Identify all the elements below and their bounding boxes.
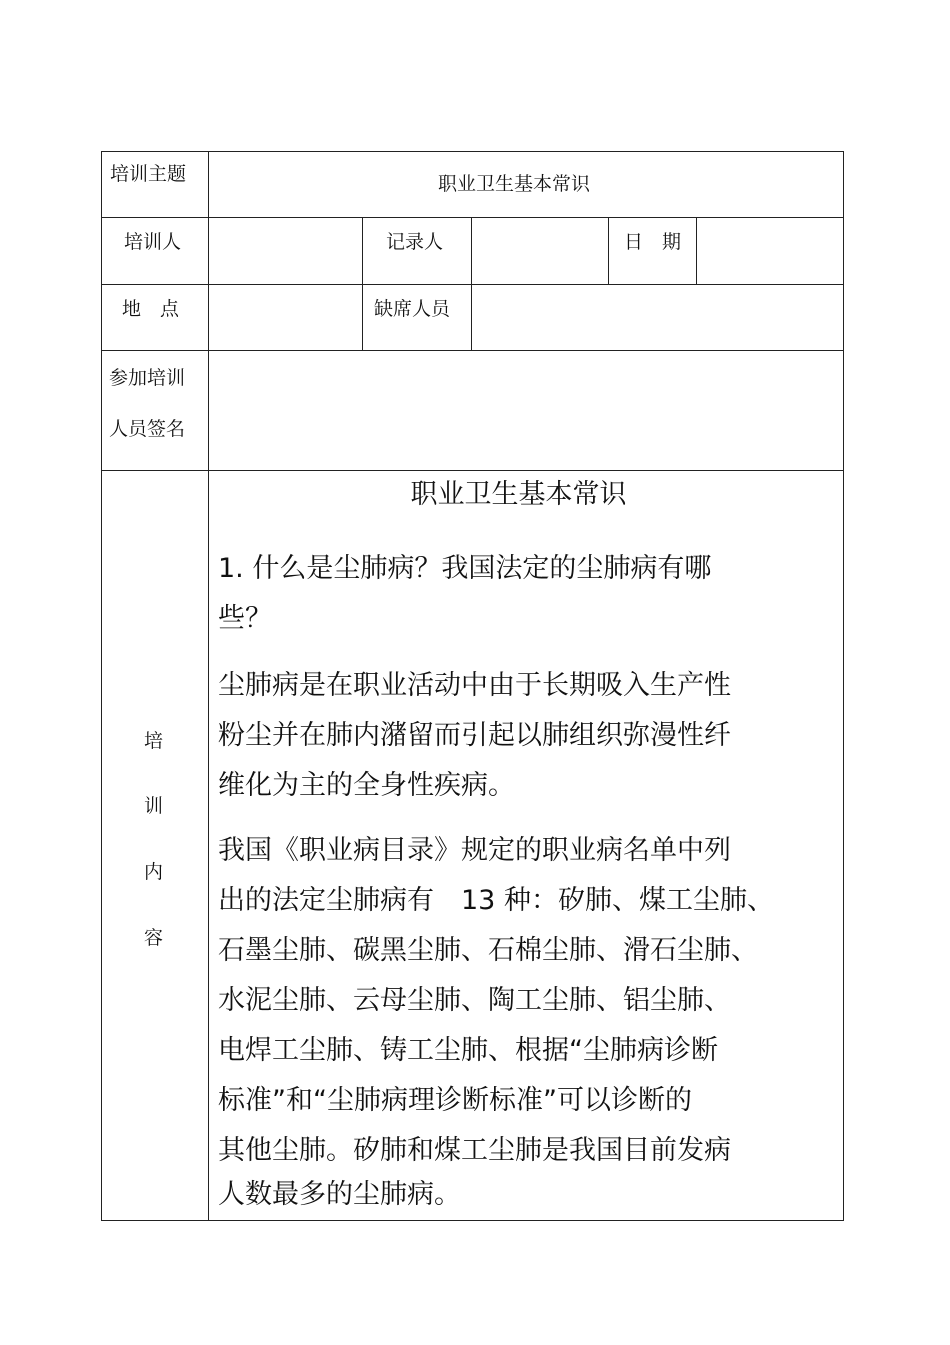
- paragraph-line: 其他尘肺。矽肺和煤工尘肺是我国目前发病: [218, 1135, 731, 1166]
- location-field[interactable]: [210, 285, 360, 349]
- column-divider: [696, 217, 697, 284]
- content-label-char: 训: [144, 795, 164, 817]
- question-line: 些？: [218, 603, 272, 634]
- paragraph-line: 石墨尘肺、碳黑尘肺、石棉尘肺、滑石尘肺、: [218, 935, 758, 966]
- trainer-field[interactable]: [210, 218, 360, 282]
- question-line: 1. 什么是尘肺病？我国法定的尘肺病有哪: [218, 553, 712, 584]
- column-divider: [208, 152, 209, 1220]
- content-title: 职业卫生基本常识: [410, 479, 627, 510]
- location-label: 地 点: [122, 298, 180, 320]
- column-divider: [608, 217, 609, 284]
- recorder-field[interactable]: [473, 218, 606, 282]
- column-divider: [471, 217, 472, 350]
- paragraph-line: 出的法定尘肺病有 13 种：矽肺、煤工尘肺、: [218, 885, 774, 916]
- topic-value: 职业卫生基本常识: [438, 173, 591, 195]
- signature-label-line2: 人员签名: [109, 418, 186, 440]
- topic-label: 培训主题: [110, 163, 187, 185]
- signature-field[interactable]: [210, 351, 841, 469]
- paragraph-line: 粉尘并在肺内潴留而引起以肺组织弥漫性纤: [218, 720, 731, 751]
- paragraph-line: 我国《职业病目录》规定的职业病名单中列: [218, 835, 731, 866]
- content-label-char: 容: [144, 927, 164, 949]
- absent-field[interactable]: [473, 285, 841, 349]
- paragraph-line: 尘肺病是在职业活动中由于长期吸入生产性: [218, 670, 731, 701]
- absent-label: 缺席人员: [374, 298, 451, 320]
- recorder-label: 记录人: [386, 231, 444, 253]
- training-record-form: [101, 151, 844, 1221]
- paragraph-line: 电焊工尘肺、铸工尘肺、根据“尘肺病诊断: [218, 1035, 718, 1066]
- signature-label-line1: 参加培训: [109, 367, 186, 389]
- row-divider: [102, 470, 843, 471]
- paragraph-line: 维化为主的全身性疾病。: [218, 770, 515, 801]
- date-field[interactable]: [698, 218, 841, 282]
- paragraph-line: 标准”和“尘肺病理诊断标准”可以诊断的: [218, 1085, 692, 1116]
- paragraph-line: 水泥尘肺、云母尘肺、陶工尘肺、铝尘肺、: [218, 985, 731, 1016]
- content-label-char: 培: [144, 730, 164, 752]
- paragraph-line: 人数最多的尘肺病。: [218, 1179, 461, 1210]
- content-label-char: 内: [144, 861, 164, 883]
- trainer-label: 培训人: [124, 231, 182, 253]
- column-divider: [362, 217, 363, 350]
- date-label: 日 期: [624, 231, 682, 253]
